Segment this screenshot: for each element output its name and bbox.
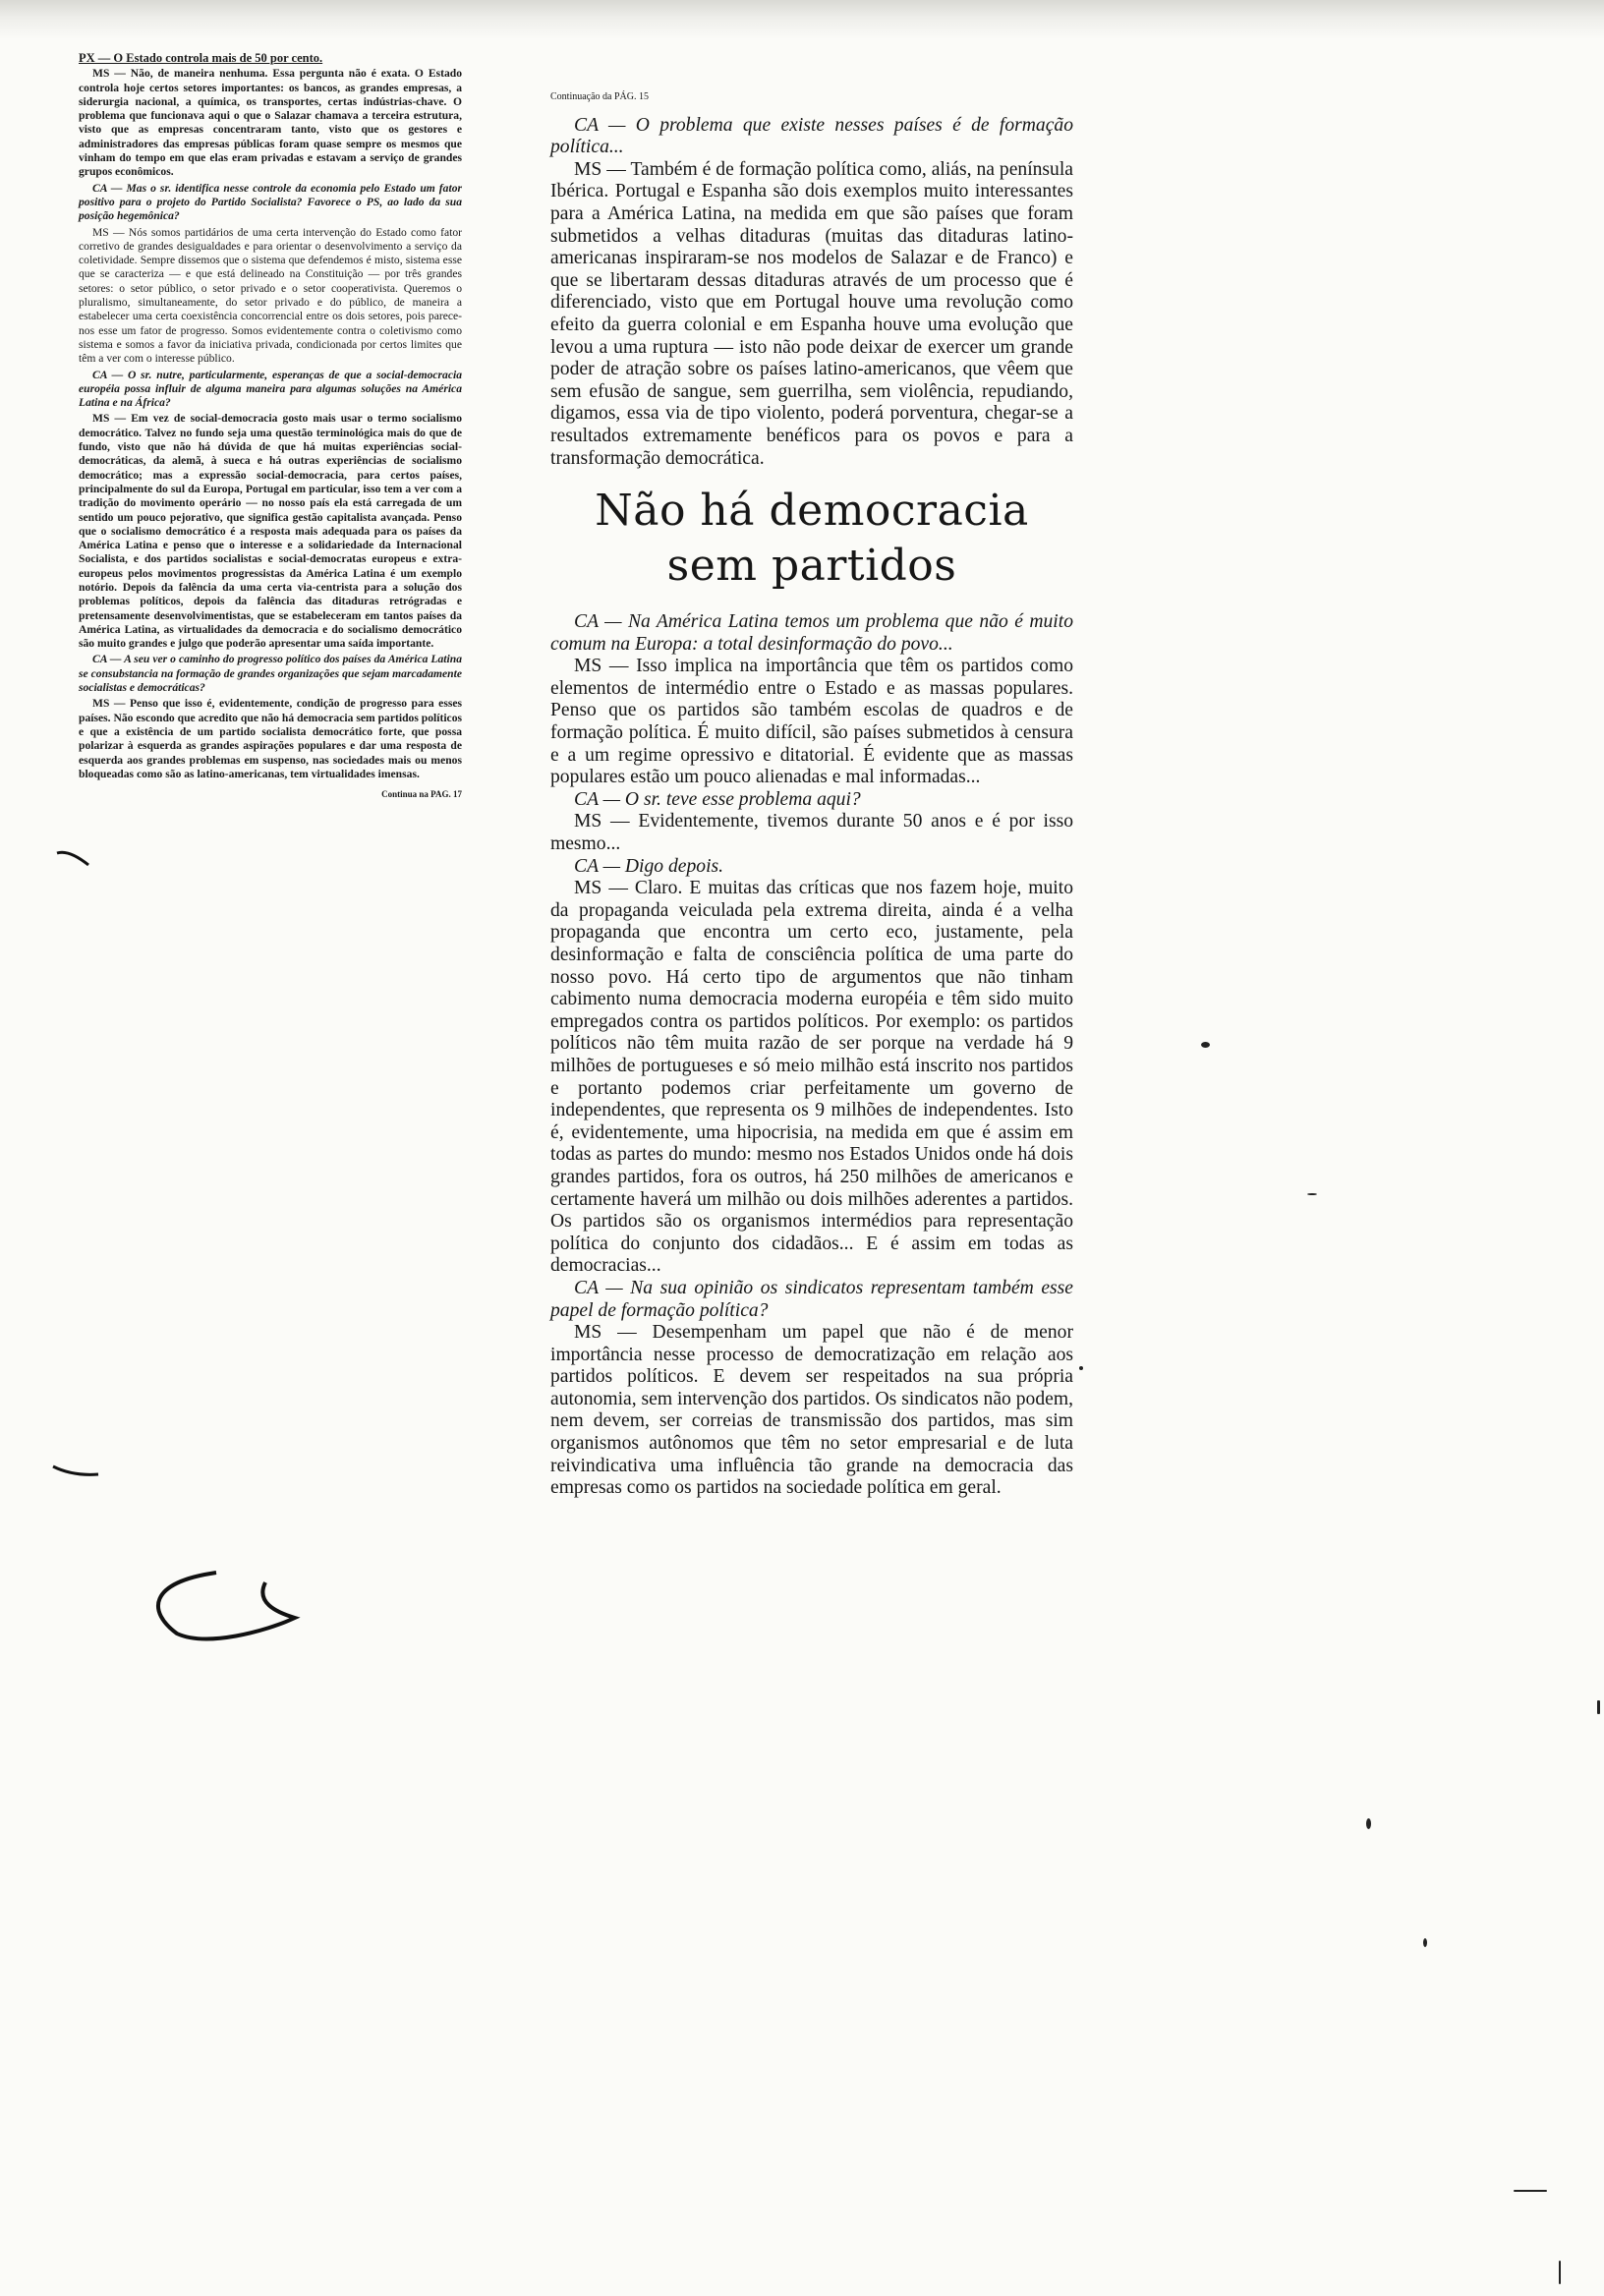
scan-speck — [1079, 1366, 1083, 1370]
scan-speck — [1559, 2261, 1561, 2284]
right-article-column — [550, 86, 1073, 1500]
scan-speck — [1307, 1193, 1317, 1195]
section-heading-line: sem partidos — [666, 541, 957, 592]
scan-speck — [1597, 1700, 1600, 1714]
continued-from-note: Continuação da PÁG. 15 — [550, 91, 649, 102]
article-paragraph: CA — O sr. teve esse problema aqui? — [574, 788, 861, 810]
article-paragraph: MS — Desempenham um papel que não é de menor importância nesse processo de democratização em relação aos partidos políticos. E devem ser respeitados na sua própria autonomia, sem intervenção dos partidos. Os sindicatos não podem, nem devem, ser correias de transmissão dos partidos, mas sim organismos autônomos que têm no setor empresarial e de luta reivindicativa uma influência tão grande na democracia das empresas como os partidos na sociedade política em geral. — [550, 1322, 1073, 1499]
intro-paragraph: CA — O problema que existe nesses países é de formação política... — [550, 114, 1073, 158]
left-article-column — [79, 51, 462, 803]
left-column-lead: PX — O Estado controla mais de 50 por cento. — [79, 51, 323, 65]
left-paragraph: CA — A seu ver o caminho do progresso político dos países da América Latina se consubstancia na formação de grandes organizações que sejam marcadamente socialistas e democráticas? — [79, 653, 462, 695]
scan-speck — [1423, 1938, 1427, 1947]
scan-speck — [1366, 1818, 1371, 1829]
article-paragraph: MS — Evidentemente, tivemos durante 50 anos e é por isso mesmo... — [550, 811, 1073, 855]
scan-speck — [1514, 2190, 1547, 2192]
scan-top-shadow — [0, 0, 1604, 39]
article-paragraph: CA — Na América Latina temos um problema que não é muito comum na Europa: a total desinformação do povo... — [550, 611, 1073, 655]
left-paragraph: MS — Penso que isso é, evidentemente, condição de progresso para esses países. Não escondo que acredito que não há democracia sem partidos políticos e que a existência de um partido socialista democrático forte, que possa polarizar à esquerda as grandes aspirações populares e dar uma resposta de esquerda aos grandes problemas em suspenso, nas sociedades mais ou menos bloqueadas como são as latino-americanas, tem virtualidades imensas. — [79, 697, 462, 780]
left-paragraph: CA — Mas o sr. identifica nesse controle da economia pelo Estado um fator positivo para o projeto do Partido Socialista? Favorece o PS, ao lado da sua posição hegemônica? — [79, 181, 462, 223]
scan-speck — [1201, 1042, 1210, 1048]
left-paragraph: MS — Não, de maneira nenhuma. Essa pergunta não é exata. O Estado controla hoje certos setores importantes: os bancos, as grandes empresas, a siderurgia nacional, a química, os transportes, certas indústrias-chave. O problema que funcionava aqui o que o Salazar chamava a terceira estrutura, visto que as empresas concentraram tanto, visto que os gestores e administradores das empresas públicas foram quase sempre os mesmos que vinham do tempo em que elas eram privadas e estavam a serviço de grandes grupos econômicos. — [79, 67, 462, 179]
article-paragraph: CA — Na sua opinião os sindicatos representam também esse papel de formação política? — [550, 1277, 1073, 1321]
left-paragraph: MS — Nós somos partidários de uma certa intervenção do Estado como fator corretivo de grandes desigualdades e para orientar o desenvolvimento a serviço da coletividade. Sempre dissemos que o sistema que defendemos é misto, sistema esse que se caracteriza — e que está delineado na Constituição — por três grandes setores: o setor público, o setor privado e o setor cooperativista. Queremos o pluralismo, simultaneamente, do setor privado e do público, de maneira a estabelecer uma certa coexistência concorrencial entre os dois setores, pois parece-nos esse um fator de progresso. Somos evidentemente contra o coletivismo como sistema e somos a favor da iniciativa privada, condicionada por certos limites que têm a ver com o interesse público. — [79, 225, 462, 366]
section-heading-line: Não há democracia — [595, 486, 1029, 537]
intro-paragraph: MS — Também é de formação política como, aliás, na península Ibérica. Portugal e Espanha são dois exemplos muito interessantes para a América Latina, na medida em que são países que foram submetidos a velhas ditaduras (muitas das ditaduras latino-americanas inspiraram-se nos modelos de Salazar e de Franco) e que se libertaram dessas ditaduras através de um processo que é diferenciado, visto que em Portugal houve uma revolução como efeito da guerra colonial e em Espanha houve uma evolução que levou a uma ruptura — isto não pode deixar de exercer um grande poder de atração sobre os países latino-americanos, que vêem que sem efusão de sangue, sem guerrilha, sem violência, repudiando, digamos, essa via de tipo violento, poderá porventura, chegar-se a resultados extremamente benéficos para os povos e para a transformação democrática. — [550, 158, 1073, 469]
left-paragraph: MS — Em vez de social-democracia gosto mais usar o termo socialismo democrático. Talvez no fundo seja uma questão terminológica mais do que de fundo, visto que não há dúvida de que há muitas experiências social-democráticas, da alemã, à sueca e há outras experiências de socialismo democrático; mas a expressão social-democracia, para certos países, principalmente do sul da Europa, Portugal em particular, isso tem a ver com a tradição do movimento operário — no nosso país ela está carregada de um sentido um pouco pejorativo, que significa gestão capitalista avançada. Penso que o socialismo democrático é a resposta mais adequada para os países da América Latina e penso que o interesse e a solidariedade da Internacional Socialista, e dos partidos socialistas e social-democratas europeus e extra-europeus pelos movimentos progressistas da América Latina é um exemplo notório. Depois da falência da uma certa via-centrista para a solução dos problemas políticos, depois da falência das ditaduras retrógradas e pretensamente desenvolvimentistas, que se estabeleceram em tantos países da América Latina, as virtualidades da democracia e do socialismo democrático são muito grandes e julgo que poderão apresentar uma saída importante. — [79, 412, 462, 651]
article-paragraph: CA — Digo depois. — [574, 855, 724, 877]
section-heading — [550, 484, 1073, 594]
left-paragraph: CA — O sr. nutre, particularmente, esperanças de que a social-democracia européia possa influir de alguma maneira para algumas soluções na América Latina e na África? — [79, 368, 462, 410]
handwritten-margin-marks — [29, 826, 324, 1651]
left-continued-note: Continua na PAG. 17 — [381, 789, 462, 800]
article-paragraph: MS — Claro. E muitas das críticas que nos fazem hoje, muito da propaganda veiculada pela extrema direita, ainda é a velha propaganda que encontra um certo eco, justamente, pela desinformação e falta de consciência política de uma parte do nosso povo. Há certo tipo de argumentos que não tinham cabimento numa democracia moderna européia e têm sido muito empregados contra os partidos políticos. Por exemplo: os partidos políticos não têm muita razão de ser porque na verdade há 9 milhões de portugueses e só meio milhão está inscrito nos partidos e portanto podemos criar perfeitamente um governo de independentes, que representa os 9 milhões de independentes. Isto é, evidentemente, uma hipocrisia, na medida em que é assim em todas as partes do mundo: mesmo nos Estados Unidos onde há dois grandes partidos, fora os outros, há 250 milhões de americanos e certamente haverá um milhão ou dois milhões aderentes a partidos. Os partidos são os organismos intermédios para representação política do conjunto dos cidadãos... E é assim em todas as democracias... — [550, 878, 1073, 1277]
article-paragraph: MS — Isso implica na importância que têm os partidos como elementos de intermédio entre o Estado e as massas populares. Penso que os partidos são também escolas de quadros e de formação política. É muito difícil, são países submetidos à censura e a um regime opressivo e ditatorial. É evidente que as massas populares estão um pouco alienadas e mal informadas... — [550, 656, 1073, 788]
